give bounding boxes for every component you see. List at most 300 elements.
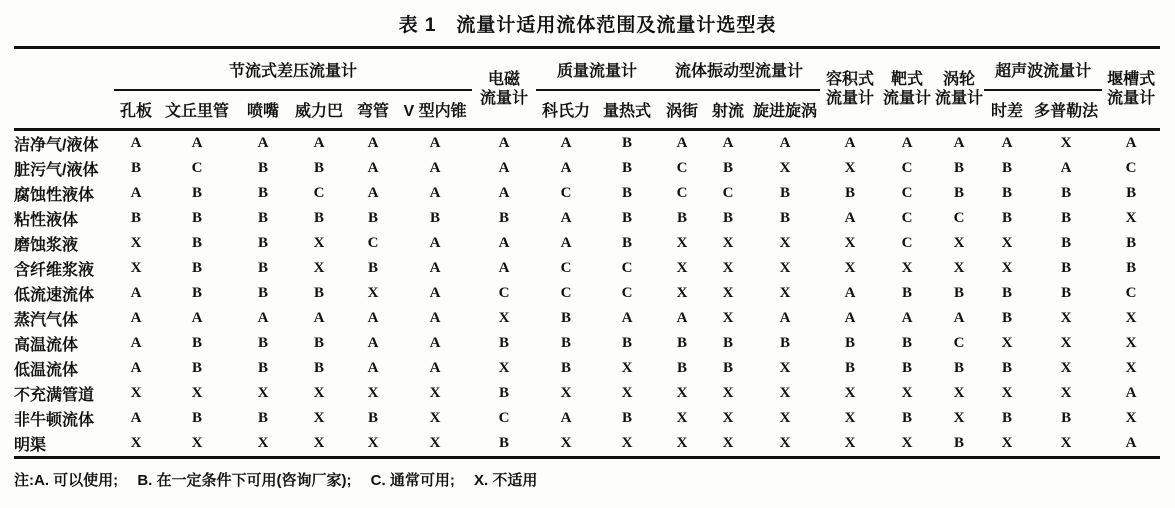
cell-value: C	[676, 160, 688, 176]
cell-value: B	[130, 210, 141, 226]
cell-value: X	[844, 235, 856, 251]
cell-value: C	[953, 335, 965, 351]
table-row	[14, 431, 1160, 458]
cell-value: A	[498, 160, 510, 176]
cell-value: X	[1001, 260, 1013, 276]
cell-value: X	[706, 431, 750, 458]
cell-value: B	[257, 335, 268, 351]
cell-value: X	[536, 431, 596, 458]
cell-value: C	[191, 160, 203, 176]
col-v-cone: V 型内锥	[398, 90, 472, 130]
cell-value: B	[1002, 360, 1013, 376]
cell-value: B	[257, 210, 268, 226]
cell-value: A	[498, 185, 510, 201]
cell-value: X	[676, 235, 688, 251]
cell-value: A	[130, 310, 142, 326]
cell-value: B	[561, 310, 572, 326]
cell-value: A	[191, 135, 203, 151]
cell-value: X	[676, 285, 688, 301]
cell-value: A	[498, 260, 510, 276]
group-electromagnetic	[472, 48, 536, 130]
cell-value: X	[676, 410, 688, 426]
cell-value: X	[953, 260, 965, 276]
cell-value: B	[367, 410, 378, 426]
cell-value: X	[844, 385, 856, 401]
cell-value: C	[901, 235, 913, 251]
table-row	[14, 206, 1160, 231]
cell-value: X	[1125, 310, 1137, 326]
cell-value: B	[257, 160, 268, 176]
cell-value: A	[844, 135, 856, 151]
cell-value: C	[560, 285, 572, 301]
header-corner-cell	[14, 48, 114, 130]
row-label: 磨蚀浆液	[14, 237, 79, 254]
cell-value: X	[429, 410, 441, 426]
cell-value: B	[499, 385, 510, 401]
cell-value: X	[1001, 235, 1013, 251]
cell-value: X	[1060, 135, 1072, 151]
cell-value: B	[1061, 285, 1072, 301]
cell-value: A	[130, 360, 142, 376]
cell-value: X	[114, 431, 158, 458]
cell-value: A	[560, 210, 572, 226]
cell-value: X	[779, 410, 791, 426]
col-orifice-plate: 孔板	[114, 90, 158, 130]
col-venturi-tube: 文丘里管	[158, 90, 236, 130]
cell-value: X	[1125, 210, 1137, 226]
col-doppler: 多普勒法	[1030, 90, 1102, 130]
group-ultrasonic: 超声波流量计	[984, 48, 1102, 91]
cell-value: X	[779, 385, 791, 401]
cell-value: X	[953, 410, 965, 426]
cell-value: C	[498, 410, 510, 426]
cell-value: A	[367, 310, 379, 326]
cell-value: A	[367, 185, 379, 201]
cell-value: A	[676, 135, 688, 151]
cell-value: B	[1002, 160, 1013, 176]
cell-value: X	[236, 431, 290, 458]
group-mass-flow: 质量流量计	[536, 48, 658, 91]
col-coriolis: 科氏力	[536, 90, 596, 130]
cell-value: X	[313, 260, 325, 276]
cell-value: X	[676, 385, 688, 401]
cell-value: B	[902, 285, 913, 301]
group-positive-displacement-line1: 容积式	[826, 70, 875, 88]
table-row	[14, 156, 1160, 181]
cell-value: B	[677, 360, 688, 376]
cell-value: B	[499, 210, 510, 226]
col-nozzle: 喷嘴	[236, 90, 290, 130]
cell-value: X	[1125, 360, 1137, 376]
cell-value: A	[130, 135, 142, 151]
header-sub-row	[14, 90, 1160, 130]
row-label: 明渠	[14, 431, 114, 458]
cell-value: X	[348, 431, 398, 458]
col-thermal: 量热式	[596, 90, 658, 130]
table-row	[14, 356, 1160, 381]
cell-value: C	[560, 260, 572, 276]
group-turbine-meter-line2: 流量计	[935, 89, 984, 107]
cell-value: C	[722, 185, 734, 201]
cell-value: B	[367, 210, 378, 226]
cell-value: A	[844, 210, 856, 226]
cell-value: X	[290, 431, 348, 458]
cell-value: B	[191, 260, 202, 276]
cell-value: C	[901, 185, 913, 201]
col-elbow-tube: 弯管	[348, 90, 398, 130]
cell-value: X	[779, 360, 791, 376]
col-swirl: 旋进旋涡	[750, 90, 820, 130]
cell-value: A	[429, 185, 441, 201]
cell-value: A	[367, 360, 379, 376]
cell-value: X	[130, 235, 142, 251]
cell-value: X	[313, 385, 325, 401]
cell-value: B	[499, 335, 510, 351]
cell-value: A	[1125, 135, 1137, 151]
legend-note: 注:A. 可以使用; B. 在一定条件下可用(咨询厂家); C. 通常可用; X. 不适用	[14, 472, 538, 489]
cell-value: B	[622, 185, 633, 201]
cell-value: A	[722, 135, 734, 151]
cell-value: B	[622, 410, 633, 426]
row-label: 腐蚀性液体	[14, 187, 95, 204]
cell-value: X	[820, 431, 880, 458]
cell-value: A	[953, 135, 965, 151]
table-row	[14, 281, 1160, 306]
cell-value: B	[1061, 235, 1072, 251]
cell-value: X	[953, 385, 965, 401]
group-weir-flume	[1102, 48, 1160, 130]
cell-value: B	[780, 185, 791, 201]
cell-value: A	[901, 310, 913, 326]
cell-value: A	[676, 310, 688, 326]
cell-value: A	[621, 310, 633, 326]
cell-value: X	[722, 285, 734, 301]
cell-value: A	[429, 160, 441, 176]
group-weir-flume-line1: 堰槽式	[1107, 70, 1156, 88]
cell-value: B	[472, 431, 536, 458]
cell-value: X	[429, 385, 441, 401]
cell-value: A	[130, 335, 142, 351]
cell-value: A	[191, 310, 203, 326]
cell-value: B	[313, 160, 324, 176]
cell-value: A	[367, 135, 379, 151]
cell-value: B	[934, 431, 984, 458]
cell-value: X	[498, 310, 510, 326]
group-turbine-meter-line1: 涡轮	[943, 70, 976, 88]
cell-value: A	[257, 310, 269, 326]
cell-value: A	[498, 235, 510, 251]
cell-value: X	[313, 235, 325, 251]
cell-value: X	[779, 285, 791, 301]
cell-value: B	[780, 210, 791, 226]
cell-value: X	[676, 260, 688, 276]
cell-value: B	[845, 360, 856, 376]
cell-value: X	[658, 431, 706, 458]
cell-value: X	[313, 410, 325, 426]
cell-value: B	[723, 160, 734, 176]
cell-value: A	[313, 310, 325, 326]
cell-value: B	[130, 160, 141, 176]
row-label: 脏污气/液体	[14, 162, 99, 179]
cell-value: X	[722, 260, 734, 276]
cell-value: X	[953, 235, 965, 251]
cell-value: A	[560, 235, 572, 251]
col-transit-time: 时差	[984, 90, 1030, 130]
group-target-meter	[880, 48, 934, 130]
cell-value: B	[313, 360, 324, 376]
cell-value: C	[676, 185, 688, 201]
cell-value: X	[398, 431, 472, 458]
cell-value: B	[1002, 210, 1013, 226]
row-label: 低流速流体	[14, 287, 95, 304]
cell-value: B	[1061, 260, 1072, 276]
col-fluidic-jet: 射流	[706, 90, 750, 130]
cell-value: X	[722, 235, 734, 251]
cell-value: X	[621, 360, 633, 376]
cell-value: A	[1125, 385, 1137, 401]
cell-value: A	[429, 335, 441, 351]
cell-value: A	[779, 310, 791, 326]
cell-value: B	[677, 335, 688, 351]
cell-value: X	[750, 431, 820, 458]
cell-value: X	[1001, 385, 1013, 401]
group-positive-displacement	[820, 48, 880, 130]
group-electromagnetic-line2: 流量计	[480, 89, 529, 107]
cell-value: A	[844, 285, 856, 301]
cell-value: A	[1102, 431, 1160, 458]
cell-value: B	[622, 135, 633, 151]
cell-value: X	[1060, 335, 1072, 351]
cell-value: X	[844, 260, 856, 276]
cell-value: X	[1001, 335, 1013, 351]
group-target-meter-line2: 流量计	[883, 89, 932, 107]
cell-value: B	[902, 360, 913, 376]
cell-value: X	[1060, 360, 1072, 376]
cell-value: B	[723, 335, 734, 351]
cell-value: B	[191, 335, 202, 351]
cell-value: B	[561, 360, 572, 376]
cell-value: A	[429, 310, 441, 326]
cell-value: C	[1125, 285, 1137, 301]
cell-value: A	[1001, 135, 1013, 151]
cell-value: X	[779, 235, 791, 251]
cell-value: X	[722, 310, 734, 326]
group-electromagnetic-line1: 电磁	[488, 70, 521, 88]
cell-value: X	[779, 260, 791, 276]
cell-value: X	[1125, 335, 1137, 351]
row-label: 低温流体	[14, 362, 79, 379]
cell-value: X	[880, 431, 934, 458]
table-row	[14, 406, 1160, 431]
cell-value: B	[1002, 310, 1013, 326]
cell-value: A	[257, 135, 269, 151]
cell-value: B	[1061, 185, 1072, 201]
cell-value: X	[367, 285, 379, 301]
cell-value: C	[560, 185, 572, 201]
group-fluid-oscillation: 流体振动型流量计	[658, 48, 820, 91]
cell-value: A	[429, 360, 441, 376]
cell-value: X	[257, 385, 269, 401]
cell-value: B	[1061, 210, 1072, 226]
cell-value: C	[953, 210, 965, 226]
cell-value: A	[429, 260, 441, 276]
cell-value: C	[901, 160, 913, 176]
cell-value: B	[622, 210, 633, 226]
cell-value: B	[313, 335, 324, 351]
cell-value: B	[1002, 285, 1013, 301]
cell-value: A	[429, 135, 441, 151]
cell-value: X	[1060, 310, 1072, 326]
cell-value: B	[622, 235, 633, 251]
cell-value: X	[621, 385, 633, 401]
cell-value: B	[191, 210, 202, 226]
cell-value: X	[722, 385, 734, 401]
cell-value: A	[844, 310, 856, 326]
cell-value: X	[901, 385, 913, 401]
cell-value: X	[779, 160, 791, 176]
cell-value: X	[722, 410, 734, 426]
cell-value: X	[1060, 385, 1072, 401]
cell-value: B	[430, 210, 441, 226]
cell-value: A	[130, 410, 142, 426]
cell-value: X	[191, 385, 203, 401]
col-vortex: 涡街	[658, 90, 706, 130]
cell-value: B	[191, 185, 202, 201]
group-weir-flume-line2: 流量计	[1107, 89, 1156, 107]
group-differential-pressure: 节流式差压流量计	[114, 48, 472, 91]
table-row	[14, 331, 1160, 356]
table-row	[14, 130, 1160, 157]
cell-value: X	[844, 410, 856, 426]
cell-value: B	[191, 285, 202, 301]
cell-value: X	[158, 431, 236, 458]
cell-value: B	[780, 335, 791, 351]
cell-value: C	[498, 285, 510, 301]
cell-value: B	[954, 185, 965, 201]
cell-value: B	[561, 335, 572, 351]
cell-value: B	[191, 235, 202, 251]
cell-value: B	[257, 260, 268, 276]
table-row	[14, 256, 1160, 281]
cell-value: X	[560, 385, 572, 401]
cell-value: A	[498, 135, 510, 151]
cell-value: X	[367, 385, 379, 401]
cell-value: A	[367, 335, 379, 351]
cell-value: B	[191, 410, 202, 426]
table-row	[14, 306, 1160, 331]
cell-value: X	[844, 160, 856, 176]
cell-value: B	[1002, 185, 1013, 201]
cell-value: C	[621, 285, 633, 301]
cell-value: B	[954, 285, 965, 301]
cell-value: B	[845, 185, 856, 201]
group-target-meter-line1: 靶式	[891, 70, 924, 88]
table-row	[14, 231, 1160, 256]
cell-value: B	[723, 360, 734, 376]
group-positive-displacement-line2: 流量计	[826, 89, 875, 107]
cell-value: A	[953, 310, 965, 326]
header-group-row	[14, 48, 1160, 91]
cell-value: X	[498, 360, 510, 376]
cell-value: B	[257, 360, 268, 376]
cell-value: X	[901, 260, 913, 276]
cell-value: B	[191, 360, 202, 376]
row-label: 含纤维浆液	[14, 262, 95, 279]
cell-value: A	[130, 185, 142, 201]
table-row	[14, 381, 1160, 406]
cell-value: X	[984, 431, 1030, 458]
cell-value: A	[1060, 160, 1072, 176]
cell-value: A	[560, 135, 572, 151]
row-label: 不充满管道	[14, 387, 95, 404]
row-label: 蒸汽气体	[14, 312, 79, 329]
cell-value: B	[1126, 185, 1137, 201]
cell-value: B	[954, 160, 965, 176]
cell-value: B	[845, 335, 856, 351]
cell-value: B	[622, 335, 633, 351]
cell-value: B	[1126, 235, 1137, 251]
cell-value: C	[621, 260, 633, 276]
row-label: 粘性液体	[14, 212, 79, 229]
cell-value: B	[1002, 410, 1013, 426]
row-label: 非牛顿流体	[14, 412, 95, 429]
cell-value: A	[429, 285, 441, 301]
cell-value: B	[723, 210, 734, 226]
cell-value: C	[901, 210, 913, 226]
cell-value: B	[677, 210, 688, 226]
cell-value: A	[313, 135, 325, 151]
cell-value: A	[429, 235, 441, 251]
cell-value: C	[313, 185, 325, 201]
table-title: 表 1 流量计适用流体范围及流量计选型表	[398, 15, 777, 36]
cell-value: B	[257, 235, 268, 251]
cell-value: X	[130, 260, 142, 276]
cell-value: A	[130, 285, 142, 301]
cell-value: C	[367, 235, 379, 251]
cell-value: X	[1125, 410, 1137, 426]
cell-value: B	[954, 360, 965, 376]
table-header	[14, 48, 1160, 130]
cell-value: A	[367, 160, 379, 176]
cell-value: B	[622, 160, 633, 176]
row-label: 洁净气/液体	[14, 137, 99, 154]
cell-value: B	[313, 210, 324, 226]
cell-value: B	[1126, 260, 1137, 276]
row-label: 高温流体	[14, 337, 79, 354]
cell-value: X	[130, 385, 142, 401]
group-turbine-meter	[934, 48, 984, 130]
cell-value: X	[596, 431, 658, 458]
cell-value: C	[1125, 160, 1137, 176]
cell-value: B	[367, 260, 378, 276]
cell-value: B	[257, 185, 268, 201]
col-verabar: 威力巴	[290, 90, 348, 130]
cell-value: B	[1061, 410, 1072, 426]
cell-value: B	[257, 410, 268, 426]
cell-value: B	[313, 285, 324, 301]
cell-value: A	[779, 135, 791, 151]
table-body	[14, 130, 1160, 458]
flowmeter-selection-table	[14, 46, 1160, 459]
cell-value: B	[902, 410, 913, 426]
cell-value: X	[1030, 431, 1102, 458]
cell-value: A	[560, 410, 572, 426]
table-row	[14, 181, 1160, 206]
cell-value: B	[257, 285, 268, 301]
cell-value: A	[901, 135, 913, 151]
cell-value: A	[560, 160, 572, 176]
cell-value: B	[902, 335, 913, 351]
